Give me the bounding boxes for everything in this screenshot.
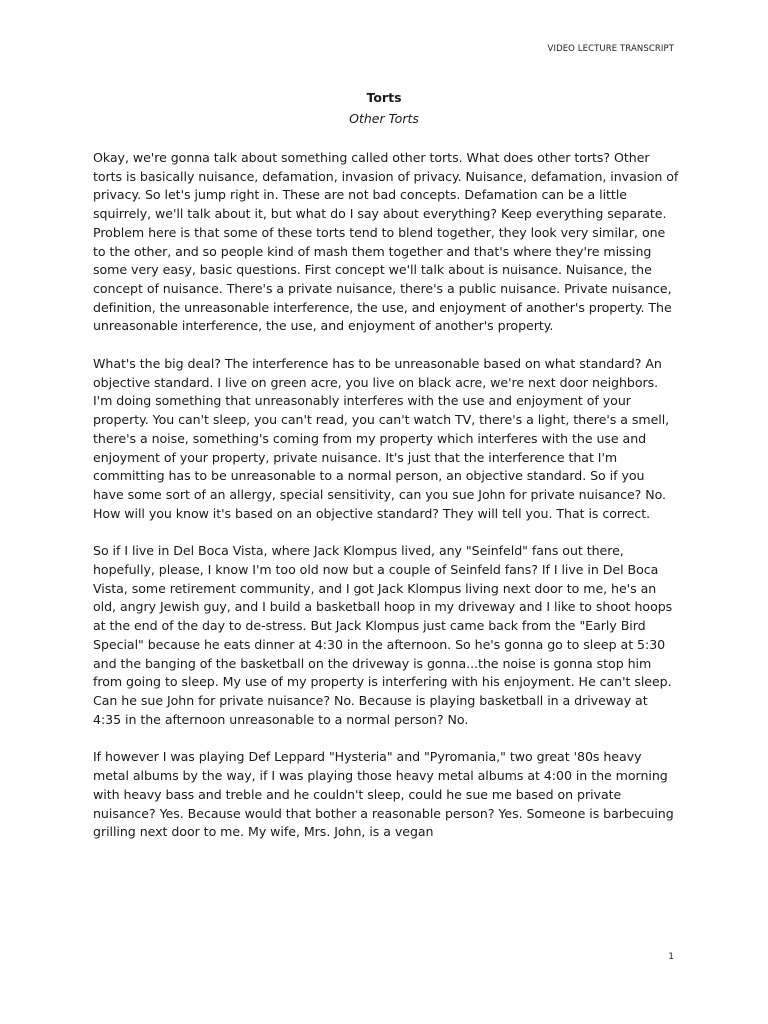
paragraph: If however I was playing Def Leppard "Hysteria" and "Pyromania," two great '80s heavy metal albums by the way, if I was playing those heavy metal albums at 4:00 in the morning with heavy bass and treble and he couldn't sleep, could he sue me based on private nuisance? Yes. Because would that bother a reasonable person? Yes. Someone is barbecuing grilling next door to me. My wife, Mrs. John, is a vegan — [93, 749, 674, 840]
document-title: Torts — [366, 90, 402, 105]
paragraph: Okay, we're gonna talk about something called other torts. What does other torts? Other torts is basically nuisance, defamation, invasion of privacy. Nuisance, defamation, invasion of privacy. So let's jump right in. These are not bad concepts. Defamation can be a little squirrely, we'll talk about it, but what do I say about everything? Keep everything separate. Problem here is that some of these torts tend to blend together, they look very similar, one to the other, and so people kind of mash them together and that's where they're missing some very easy, basic questions. First concept we'll talk about is nuisance. Nuisance, the concept of nuisance. There's a private nuisance, there's a public nuisance. Private nuisance, definition, the unreasonable interference, the use, and enjoyment of another's property. The unreasonable interference, the use, and enjoyment of another's property. — [93, 150, 679, 334]
paragraph: So if I live in Del Boca Vista, where Jack Klompus lived, any "Seinfeld" fans out there, hopefully, please, I know I'm too old now but a couple of Seinfeld fans? If I live in Del Boca Vista, some retirement community, and I got Jack Klompus living next door to me, he's an old, angry Jewish guy, and I build a basketball hoop in my driveway and I like to shoot hoops at the end of the day to de-stress. But Jack Klompus just came back from the "Early Bird Special" because he eats dinner at 4:30 in the afternoon. So he's gonna go to sleep at 5:30 and the banging of the basketball on the driveway is gonna...the noise is gonna stop him from going to sleep. My use of my property is interfering with his enjoyment. He can't sleep. Can he sue John for private nuisance? No. Because is playing basketball in a driveway at 4:35 in the afternoon unreasonable to a normal person? No. — [93, 543, 673, 727]
running-header: VIDEO LECTURE TRANSCRIPT — [547, 44, 674, 54]
paragraph: What's the big deal? The interference has to be unreasonable based on what standard? An objective standard. I live on green acre, you live on black acre, we're next door neighbors. I'm doing something that unreasonably interferes with the use and enjoyment of your property. You can't sleep, you can't read, you can't watch TV, there's a light, there's a smell, there's a noise, something's coming from my property which interferes with the use and enjoyment of your property, private nuisance. It's just that the interference that I'm committing has to be unreasonable to a normal person, an objective standard. So if you have some sort of an allergy, special sensitivity, can you sue John for private nuisance? No. How will you know it's based on an objective standard? They will tell you. That is correct. — [93, 356, 670, 521]
transcript-body — [93, 149, 679, 861]
document-subtitle: Other Torts — [349, 111, 419, 126]
page-number: 1 — [668, 952, 674, 962]
